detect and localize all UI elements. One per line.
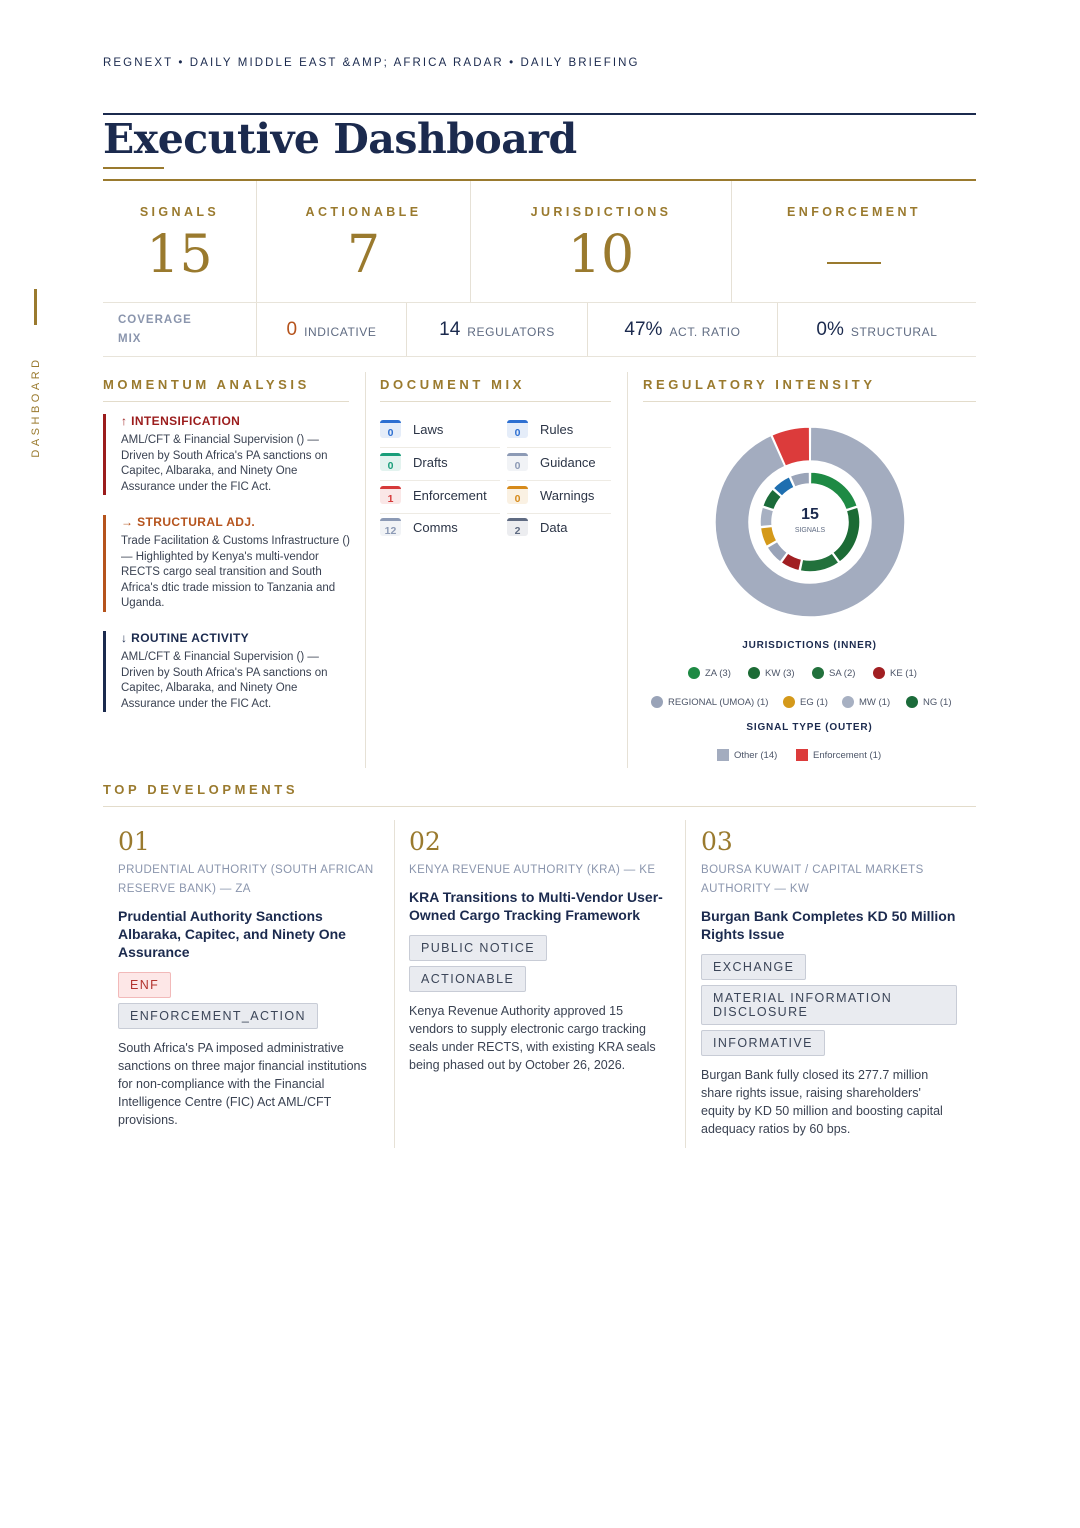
kpi-label: JURISDICTIONS (530, 205, 672, 219)
coverage-structural (778, 303, 976, 356)
card-number: 02 (409, 827, 441, 856)
section-rule (103, 401, 349, 402)
legend-swatch (748, 667, 760, 679)
doc-rules (507, 415, 611, 448)
legend-swatch (688, 667, 700, 679)
momentum-text: Trade Facilitation & Customs Infrastructure () — Highlighted by Kenya's multi-vendor RECTS cargo seal transition and South Africa's dtic trade mission to Tanzania and Uganda. (121, 535, 351, 609)
momentum-text: AML/CFT & Financial Supervision () — Driven by South Africa's PA sanctions on Capitec, Albaraka, and Ninety One Assurance under the FIC Act. (121, 651, 328, 710)
doc-label: Laws (413, 422, 444, 437)
legend-swatch (796, 749, 808, 761)
momentum-intensification (103, 414, 353, 495)
kpi-label: ENFORCEMENT (787, 205, 921, 219)
momentum-title: ↓ ROUTINE ACTIVITY (121, 631, 250, 645)
coverage-label: ACT. RATIO (669, 324, 741, 339)
card-summary: South Africa's PA imposed administrative sanctions on three major financial institutions for non-compliance with the Financial Intelligence Centre (FIC) Act AML/CFT provisions. (118, 1041, 367, 1127)
tag-chip: ACTIONABLE (409, 966, 526, 992)
kpi-jurisdictions (471, 181, 731, 302)
legend-swatch (842, 696, 854, 708)
doc-count: 0 (507, 486, 528, 504)
coverage-label: REGULATORS (467, 324, 555, 339)
card-title[interactable]: KRA Transitions to Multi-Vendor User-Owned Cargo Tracking Framework (409, 889, 663, 923)
legend-label: Enforcement (1) (813, 749, 882, 761)
donut-slice-sa (800, 553, 839, 572)
legend-item (812, 667, 855, 679)
page-title: Executive Dashboard (103, 115, 577, 163)
legend-item (842, 696, 890, 708)
intensity-donut-chart (710, 422, 910, 622)
card-tags (409, 935, 665, 992)
legend-item (783, 696, 828, 708)
development-card[interactable] (409, 821, 665, 1074)
card-number: 03 (701, 827, 733, 856)
donut-center-value: 15 (801, 506, 819, 523)
column-divider (394, 820, 395, 1148)
coverage-value: 14 (439, 318, 461, 340)
doc-count: 12 (380, 518, 401, 536)
doc-label: Warnings (540, 488, 595, 503)
momentum-title: ↑ INTENSIFICATION (121, 414, 241, 428)
legend-swatch (651, 696, 663, 708)
top-developments-heading: TOP DEVELOPMENTS (103, 782, 299, 797)
column-divider (627, 372, 628, 768)
legend-item (796, 749, 881, 761)
doc-count: 1 (380, 486, 401, 504)
doc-enforcement (380, 481, 500, 514)
section-rule (103, 806, 976, 807)
tag-chip: PUBLIC NOTICE (409, 935, 547, 961)
card-source: PRUDENTIAL AUTHORITY (SOUTH AFRICAN RESERVE BANK) — ZA (118, 864, 374, 895)
legend-swatch (783, 696, 795, 708)
side-tab-label[interactable]: DASHBOARD (30, 356, 42, 458)
tag-chip: EXCHANGE (701, 954, 806, 980)
divider (103, 356, 976, 357)
tag-chip: INFORMATIVE (701, 1030, 825, 1056)
intensity-heading: REGULATORY INTENSITY (643, 377, 876, 392)
doc-guidance (507, 448, 611, 481)
kpi-actionable (257, 181, 470, 302)
development-card[interactable] (701, 821, 957, 1138)
legend-swatch (906, 696, 918, 708)
doc-label: Guidance (540, 455, 596, 470)
momentum-heading: MOMENTUM ANALYSIS (103, 377, 310, 392)
momentum-title: → STRUCTURAL ADJ. (121, 515, 256, 529)
card-tags (118, 972, 374, 1029)
legend-label: REGIONAL (UMOA) (1) (668, 696, 769, 708)
card-summary: Burgan Bank fully closed its 277.7 million share rights issue, raising shareholders' equity by KD 50 million and boosting capital adequacy ratios by 60 bps. (701, 1068, 943, 1136)
donut-center-label: SIGNALS (794, 527, 826, 534)
legend-item (873, 667, 917, 679)
legend-label: MW (1) (859, 696, 891, 708)
coverage-label: INDICATIVE (304, 324, 377, 339)
legend-label: KE (1) (890, 667, 917, 679)
momentum-routine (103, 631, 353, 712)
tag-chip: MATERIAL INFORMATION DISCLOSURE (701, 985, 957, 1025)
kpi-label: ACTIONABLE (305, 205, 422, 219)
inner-legend-title: JURISDICTIONS (INNER) (742, 640, 877, 651)
doc-count: 0 (507, 453, 528, 471)
donut-slice-mw (760, 507, 774, 527)
document-mix-heading: DOCUMENT MIX (380, 377, 526, 392)
card-number: 01 (118, 827, 150, 856)
kpi-enforcement (732, 181, 976, 302)
tag-chip: ENFORCEMENT_ACTION (118, 1003, 318, 1029)
legend-label: SA (2) (829, 667, 856, 679)
legend-label: EG (1) (800, 696, 828, 708)
doc-count: 0 (507, 420, 528, 438)
card-summary: Kenya Revenue Authority approved 15 vendors to supply electronic cargo tracking seals under RECTS, with existing KRA seals being phased out by October 26, 2026. (409, 1004, 656, 1072)
doc-label: Enforcement (413, 488, 487, 503)
doc-label: Comms (413, 520, 458, 535)
tag-chip: ENF (118, 972, 171, 998)
doc-label: Drafts (413, 455, 448, 470)
doc-label: Data (540, 520, 568, 535)
doc-count: 0 (380, 420, 401, 438)
card-source: BOURSA KUWAIT / CAPITAL MARKETS AUTHORITY — KW (701, 864, 924, 895)
legend-swatch (873, 667, 885, 679)
coverage-indicative (257, 303, 406, 356)
card-title[interactable]: Burgan Bank Completes KD 50 Million Rights Issue (701, 908, 956, 942)
legend-swatch (717, 749, 729, 761)
coverage-value: 0% (816, 318, 844, 340)
kpi-empty-dash (827, 262, 881, 264)
doc-warnings (507, 481, 611, 514)
momentum-structural (103, 515, 353, 612)
doc-count: 0 (380, 453, 401, 471)
coverage-mix-label: COVERAGE MIX (118, 314, 192, 345)
doc-drafts (380, 448, 500, 481)
doc-data (507, 513, 611, 546)
legend-item (906, 696, 952, 708)
card-source: KENYA REVENUE AUTHORITY (KRA) — KE (409, 864, 656, 876)
title-underline (103, 167, 164, 169)
legend-item (748, 667, 795, 679)
legend-label: NG (1) (923, 696, 952, 708)
doc-count: 2 (507, 518, 528, 536)
coverage-value: 0 (286, 318, 298, 340)
outer-legend-title: SIGNAL TYPE (OUTER) (746, 722, 873, 733)
legend-item (651, 696, 768, 708)
legend-label: ZA (3) (705, 667, 731, 679)
divider (731, 181, 732, 302)
card-title[interactable]: Prudential Authority Sanctions Albaraka, Capitec, and Ninety One Assurance (118, 908, 346, 960)
momentum-text: AML/CFT & Financial Supervision () — Driven by South Africa's PA sanctions on Capitec, Albaraka, and Ninety One Assurance under the FIC Act. (121, 434, 328, 493)
card-tags (701, 954, 957, 1056)
breadcrumb: REGNEXT • DAILY MIDDLE EAST &AMP; AFRICA RADAR • DAILY BRIEFING (103, 57, 640, 69)
kpi-value: 7 (346, 225, 381, 285)
kpi-value: 10 (567, 225, 635, 285)
section-rule (380, 401, 611, 402)
legend-label: KW (3) (765, 667, 795, 679)
section-rule (643, 401, 976, 402)
coverage-label: STRUCTURAL (850, 324, 938, 339)
doc-label: Rules (540, 422, 574, 437)
doc-comms (380, 513, 500, 546)
kpi-signals (103, 181, 256, 302)
legend-item (717, 749, 777, 761)
kpi-label: SIGNALS (139, 205, 220, 219)
kpi-value: 15 (146, 225, 213, 285)
legend-item (688, 667, 731, 679)
column-divider (685, 820, 686, 1148)
doc-laws (380, 415, 500, 448)
divider (470, 181, 471, 302)
column-divider (365, 372, 366, 768)
legend-label: Other (14) (734, 749, 778, 761)
development-card[interactable] (118, 821, 374, 1129)
coverage-act-ratio (588, 303, 777, 356)
coverage-regulators (407, 303, 587, 356)
legend-swatch (812, 667, 824, 679)
side-tab-marker (34, 289, 37, 325)
coverage-value: 47% (624, 318, 663, 340)
